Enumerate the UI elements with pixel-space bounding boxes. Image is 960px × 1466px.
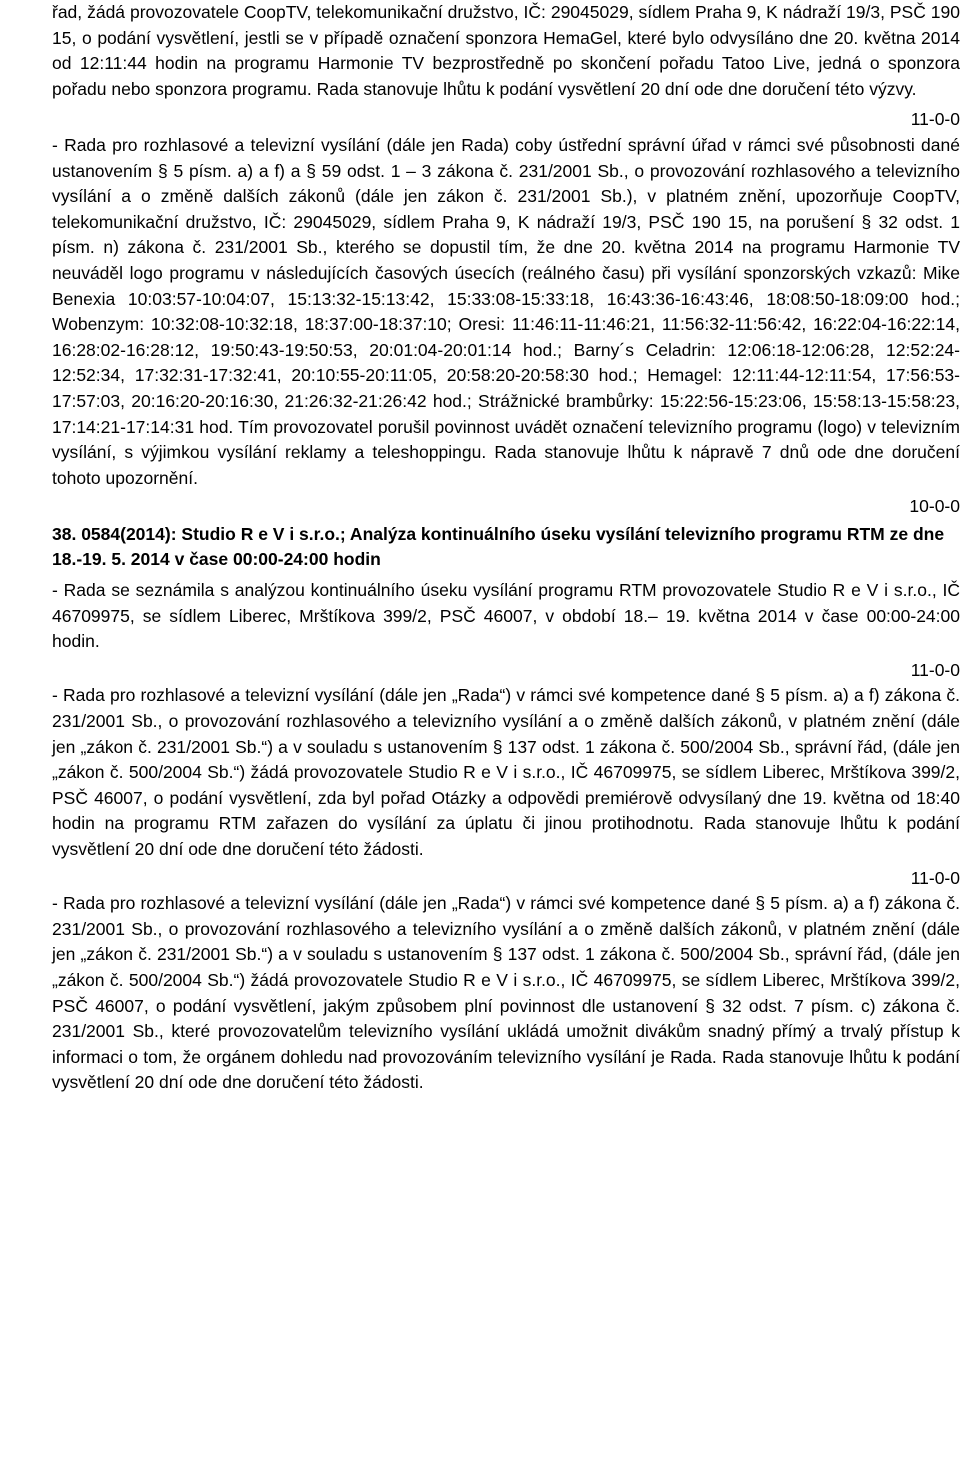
paragraph-request-studio-revi-1: - Rada pro rozhlasové a televizní vysílání (dále jen „Rada“) v rámci své kompetence dané § 5 písm. a) a f) zákona č. 231/2001 Sb., o provozování rozhlasového a televizního vysílání a o změně dalších zákonů, v platném znění (dále jen „zákon č. 231/2001 Sb.“) a v souladu s ustanovením § 137 odst. 1 zákona č. 500/2004 Sb., správní řád, (dále jen „zákon č. 500/2004 Sb.“) žádá provozovatele Studio R e V i s.r.o., IČ 46709975, se sídlem Liberec, Mrštíkova 399/2, PSČ 46007, o podání vysvětlení, zda byl pořad Otázky a odpovědi premiérově odvysílaný dne 19. května od 18:40 hodin na programu RTM zařazen do vysílání za úplatu či jinou protihodnotu. Rada stanovuje lhůtu k podání vysvětlení 20 dní ode dne doručení této žádosti. (52, 685, 960, 859)
paragraph-analysis-rtm: - Rada se seznámila s analýzou kontinuálního úseku vysílání programu RTM provozovatele Studio R e V i s.r.o., IČ 46709975, se sídlem Liberec, Mrštíkova 399/2, PSČ 46007, v období 18.– 19. května 2014 v čase 00:00-24:00 hodin. (52, 580, 960, 652)
vote-result: 11-0-0 (910, 109, 960, 130)
agenda-item-heading: 38. 0584(2014): Studio R e V i s.r.o.; Analýza kontinuálního úseku vysílání televizního programu RTM ze dne 18.-19. 5. 2014 v čase 00:00-24:00 hodin (52, 523, 945, 570)
paragraph-warning-coop-tv: - Rada pro rozhlasové a televizní vysílání (dále jen Rada) coby ústřední správní úřad v rámci své působnosti dané ustanovením § 5 písm. a) a f) a § 59 odst. 1 – 3 zákona č. 231/2001 Sb., o provozování rozhlasového a televizního vysílání a o změně dalších zákonů (dále jen zákon č. 231/2001 Sb.), v platném znění, upozorňuje CoopTV, telekomunikační družstvo, IČ: 29045029, sídlem Praha 9, K nádraží 19/3, PSČ 190 15, na porušení § 32 odst. 1 písm. n) zákona č. 231/2001 Sb., kterého se dopustil tím, že dne 20. května 2014 na programu Harmonie TV neuváděl logo programu v následujících časových úsecích (reálného času) při vysílání sponzorských vzkazů: Mike Benexia 10:03:57-10:04:07, 15:13:32-15:13:42, 15:33:08-15:33:18, 16:43:36-16:43:46, 18:08:50-18:09:00 hod.; Wobenzym: 10:32:08-10:32:18, 18:37:00-18:37:10; Oresi: 11:46:11-11:46:21, 11:56:32-11:56:42, 16:22:04-16:22:14, 16:28:02-16:28:12, 19:50:43-19:50:53, 20:01:04-20:01:14 hod.; Barny´s Celadrin: 12:06:18-12:06:28, 12:52:24-12:52:34, 17:32:31-17:32:41, 20:10:55-20:11:05, 20:58:20-20:58:30 hod.; Hemagel: 12:11:44-12:11:54, 17:56:53-17:57:03, 20:16:20-20:16:30, 21:26:32-21:26:42 hod.; Strážnické brambůrky: 15:22:56-15:23:06, 15:58:13-15:58:23, 17:14:21-17:14:31 hod. Tím provozovatel porušil povinnost uvádět označení televizního programu (logo) v televizním vysílání, s výjimkou vysílání reklamy a teleshoppingu. Rada stanovuje lhůtu k nápravě 7 dnů ode dne doručení tohoto upozornění. (52, 134, 960, 488)
vote-result: 10-0-0 (909, 496, 960, 517)
vote-result: 11-0-0 (910, 867, 960, 888)
paragraph-request-studio-revi-2: - Rada pro rozhlasové a televizní vysílání (dále jen „Rada“) v rámci své kompetence dané § 5 písm. a) a f) zákona č. 231/2001 Sb., o provozování rozhlasového a televizního vysílání a o změně dalších zákonů, v platném znění (dále jen „zákon č. 231/2001 Sb.“) a v souladu s ustanovením § 137 odst. 1 zákona č. 500/2004 Sb., správní řád, (dále jen „zákon č. 500/2004 Sb.“) žádá provozovatele Studio R e V i s.r.o., IČ 46709975, se sídlem Liberec, Mrštíkova 399/2, PSČ 46007, o podání vysvětlení, jakým způsobem plní povinnost dle ustanovení § 32 odst. 7 písm. c) zákona č. 231/2001 Sb., které provozovatelům televizního vysílání ukládá umožnit divákům snadný přímý a trvalý přístup k informaci o tom, že orgánem dohledu nad provozováním televizního vysílání je Rada. Rada stanovuje lhůtu k podání vysvětlení 20 dní ode dne doručení této žádosti. (52, 893, 960, 1093)
paragraph-request-coop-tv: řad, žádá provozovatele CoopTV, telekomunikační družstvo, IČ: 29045029, sídlem Praha 9, K nádraží 19/3, PSČ 190 15, o podání vysvětlení, jestli se v případě označení sponzora HemaGel, které bylo odvysíláno dne 20. května 2014 od 12:11:44 hodin na programu Harmonie TV bezprostředně po skončení pořadu Tatoo Live, jedná o sponzora pořadu nebo sponzora programu. Rada stanovuje lhůtu k podání vysvětlení 20 dní ode dne doručení této výzvy. (52, 2, 960, 99)
vote-result: 11-0-0 (910, 659, 960, 680)
